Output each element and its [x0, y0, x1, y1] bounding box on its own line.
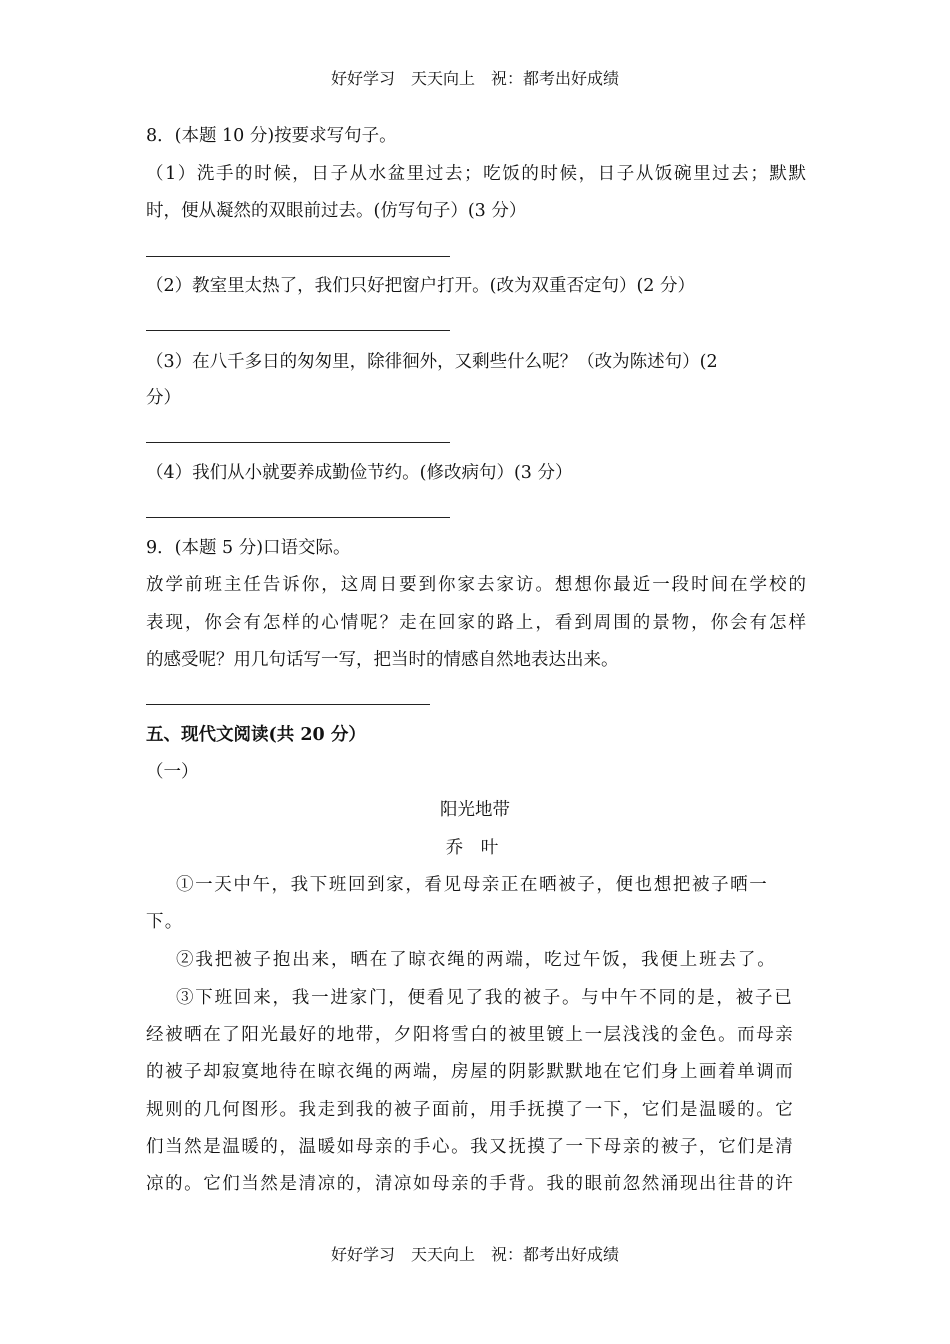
- answer-line-4[interactable]: [146, 517, 450, 518]
- answer-line-1[interactable]: [146, 256, 450, 257]
- passage-line: ②我把被子抱出来，晒在了晾衣绳的两端，吃过午饭，我便上班去了。: [176, 950, 776, 970]
- q8-item2: （2）教室里太热了，我们只好把窗户打开。(改为双重否定句）(2 分）: [146, 276, 695, 296]
- passage-line: 们当然是温暖的，温暖如母亲的手心。我又抚摸了一下母亲的被子，它们是清: [146, 1137, 794, 1157]
- q8-item4: （4）我们从小就要养成勤俭节约。(修改病句）(3 分）: [146, 463, 573, 483]
- passage-line: 的被子却寂寞地待在晾衣绳的两端，房屋的阴影默默地在它们身上画着单调而: [146, 1062, 794, 1082]
- answer-line-3[interactable]: [146, 442, 450, 443]
- section5-heading: 五、现代文阅读(共 20 分）: [146, 725, 366, 745]
- passage-line: ③下班回来，我一进家门，便看见了我的被子。与中午不同的是，被子已: [176, 988, 793, 1008]
- passage-author: 乔 叶: [445, 838, 505, 858]
- q9-line2: 表现，你会有怎样的心情呢？走在回家的路上，看到周围的景物，你会有怎样: [146, 613, 806, 633]
- q9-title: 9．(本题 5 分)口语交际。: [146, 538, 351, 558]
- section5-part: （一）: [146, 762, 199, 782]
- passage-line: 规则的几何图形。我走到我的被子面前，用手抚摸了一下，它们是温暖的。它: [146, 1100, 794, 1120]
- page-footer: 好好学习 天天向上 祝：都考出好成绩: [330, 1245, 619, 1264]
- page-header: 好好学习 天天向上 祝：都考出好成绩: [330, 69, 619, 88]
- passage-line: 经被晒在了阳光最好的地带，夕阳将雪白的被里镀上一层浅浅的金色。而母亲: [146, 1025, 794, 1045]
- answer-line-5[interactable]: [146, 704, 430, 705]
- q8-item3-line1: （3）在八千多日的匆匆里，除徘徊外，又剩些什么呢？（改为陈述句）(2: [146, 352, 718, 372]
- q8-title: 8．(本题 10 分)按要求写句子。: [146, 126, 397, 146]
- q9-line3: 的感受呢？用几句话写一写，把当时的情感自然地表达出来。: [146, 650, 619, 670]
- q8-item1-line1: （1）洗手的时候，日子从水盆里过去；吃饭的时候，日子从饭碗里过去；默默: [146, 164, 806, 184]
- answer-line-2[interactable]: [146, 330, 450, 331]
- q8-item1-line2: 时，便从凝然的双眼前过去。(仿写句子）(3 分）: [146, 201, 527, 221]
- passage-title: 阳光地带: [440, 800, 510, 820]
- passage-line: ①一天中午，我下班回到家，看见母亲正在晒被子，便也想把被子晒一: [176, 875, 768, 895]
- q9-line1: 放学前班主任告诉你，这周日要到你家去家访。想想你最近一段时间在学校的: [146, 575, 806, 595]
- q8-item3-line2: 分）: [146, 388, 181, 408]
- passage-line: 下。: [146, 912, 184, 932]
- passage-line: 凉的。它们当然是清凉的，清凉如母亲的手背。我的眼前忽然涌现出往昔的许: [146, 1174, 794, 1194]
